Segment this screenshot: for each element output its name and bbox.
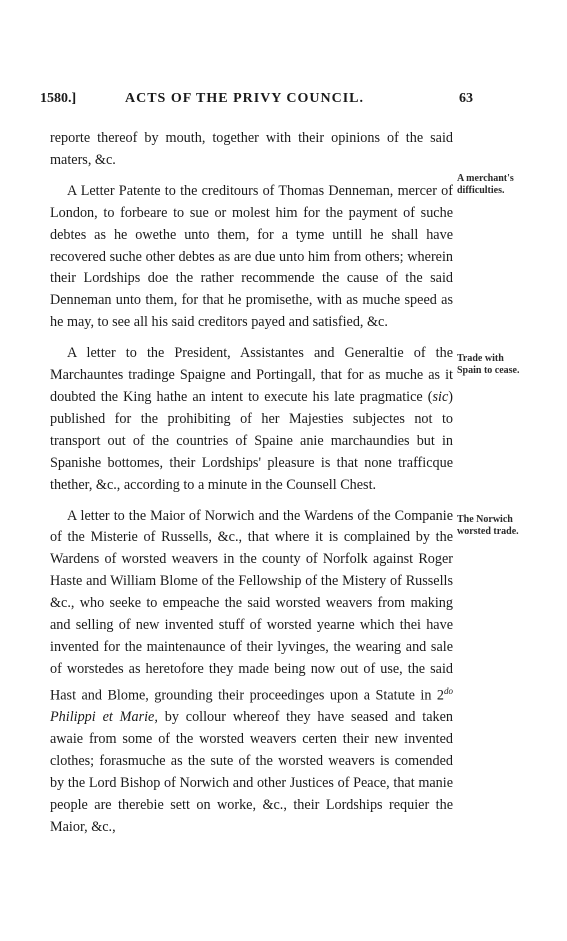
header-title: ACTS OF THE PRIVY COUNCIL. — [125, 91, 365, 106]
margin-note-merchant: A merchant's difficulties. — [457, 173, 514, 196]
header-year: 1580.] — [40, 91, 77, 106]
margin-note-norwich: The Norwich worsted trade. — [457, 514, 519, 537]
margin-note-spain: Trade with Spain to cease. — [457, 353, 520, 376]
superscript-do: do — [444, 685, 453, 696]
paragraph-norwich: A letter to the Maior of Norwich and the Wardens of the Companie of the Misterie of Russells, &c., that where it is complained by the Wardens of worsted weavers in the county of Norfolk against Roger Haste and William Blome of the Fellowship of the Mistery of Russells &c., who seeke to empeache the said worsted weavers from making and selling of new invented stuff of worsted yearne which thei have invented for the maintenaunce of their lyvinges, the wearing and sale of worstedes as heretofore they made being now out of use, the said Hast and Blome, grounding their proceedinges upon a Statute in $2^{do}$ Philippi et Marie, by collour whereof they have seased and taken awaie from some of the worsted weavers certen their new invented clothes; forasmuche as the sute of the worsted weavers is comended by the Lord Bishop of Norwich and other Justices of Peace, that manie people are therebie sett on worke, &c., their Lordships requier the Maior, &c., — [50, 507, 453, 835]
page-number: 63 — [459, 91, 473, 106]
italic-statute: Philippi et Marie, — [50, 709, 158, 726]
italic-sic: sic — [432, 388, 449, 405]
page-body — [50, 128, 453, 839]
paragraph-spain-trade: A letter to the President, Assistantes and Generaltie of the Marchauntes tradinge Spaigne and Portingall, that for as muche as it doubted the King hathe an intent to execute his late pragmatice (sic) published for the prohibiting of her Majesties subjectes not to transport out of the countries of Spaine anie marchaundies but in Spanishe bottomes, their Lordships' pleasure is that none trafficque thether, &c., according to a minute in the Counsell Chest. — [50, 345, 453, 493]
paragraph-denneman: A Letter Patente to the creditours of Thomas Denneman, mercer of London, to forbeare to sue or molest him for the payment of suche debtes as he owethe unto them, for a tyme untill he shall have recovered suche other debtes as are due unto him from others; wherein their Lordships doe the rather recommende the cause of the said Denneman unto them, for that he promisethe, with as muche speed as he may, to see all his said creditors payed and satisfied, &c. — [50, 182, 453, 331]
paragraph-continuation: reporte thereof by mouth, together with their opinions of the said maters, &c. — [50, 130, 453, 168]
running-header — [40, 91, 473, 115]
